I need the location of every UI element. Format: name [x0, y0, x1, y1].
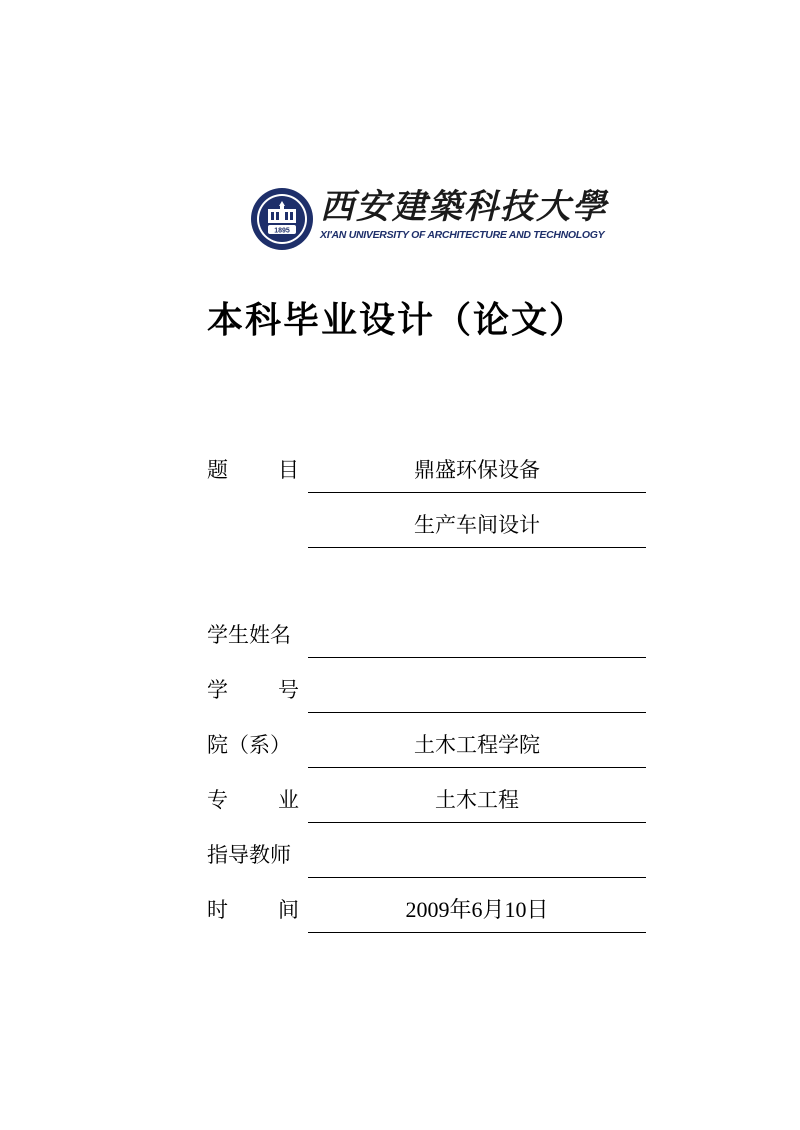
topic-underline-2	[308, 547, 646, 548]
major-label: 专 业	[207, 788, 299, 812]
university-name-en: XI'AN UNIVERSITY OF ARCHITECTURE AND TECHNOLOGY	[320, 229, 605, 241]
student-name-underline	[308, 657, 646, 658]
student-name-label: 学生姓名	[207, 623, 291, 647]
topic-underline-1	[308, 492, 646, 493]
student-id-underline	[308, 712, 646, 713]
major-underline	[308, 822, 646, 823]
major-value: 土木工程	[435, 788, 519, 812]
seal-year: 1895	[274, 227, 290, 235]
department-underline	[308, 767, 646, 768]
department-label: 院（系）	[207, 733, 291, 757]
advisor-label: 指导教师	[207, 843, 291, 867]
university-logo	[250, 187, 608, 251]
page-title: 本科毕业设计（论文）	[207, 300, 588, 341]
date-underline	[308, 932, 646, 933]
topic-label: 题 目	[207, 458, 299, 482]
student-id-label: 学 号	[207, 678, 299, 702]
date-label: 时 间	[207, 898, 299, 922]
date-value: 2009年6月10日	[405, 897, 549, 922]
university-name-cn: 西安建築科技大學	[320, 187, 608, 227]
advisor-underline	[308, 877, 646, 878]
university-seal-icon	[250, 187, 314, 251]
department-value: 土木工程学院	[414, 733, 540, 757]
topic-line-1: 鼎盛环保设备	[414, 458, 540, 482]
topic-line-2: 生产车间设计	[414, 513, 540, 537]
